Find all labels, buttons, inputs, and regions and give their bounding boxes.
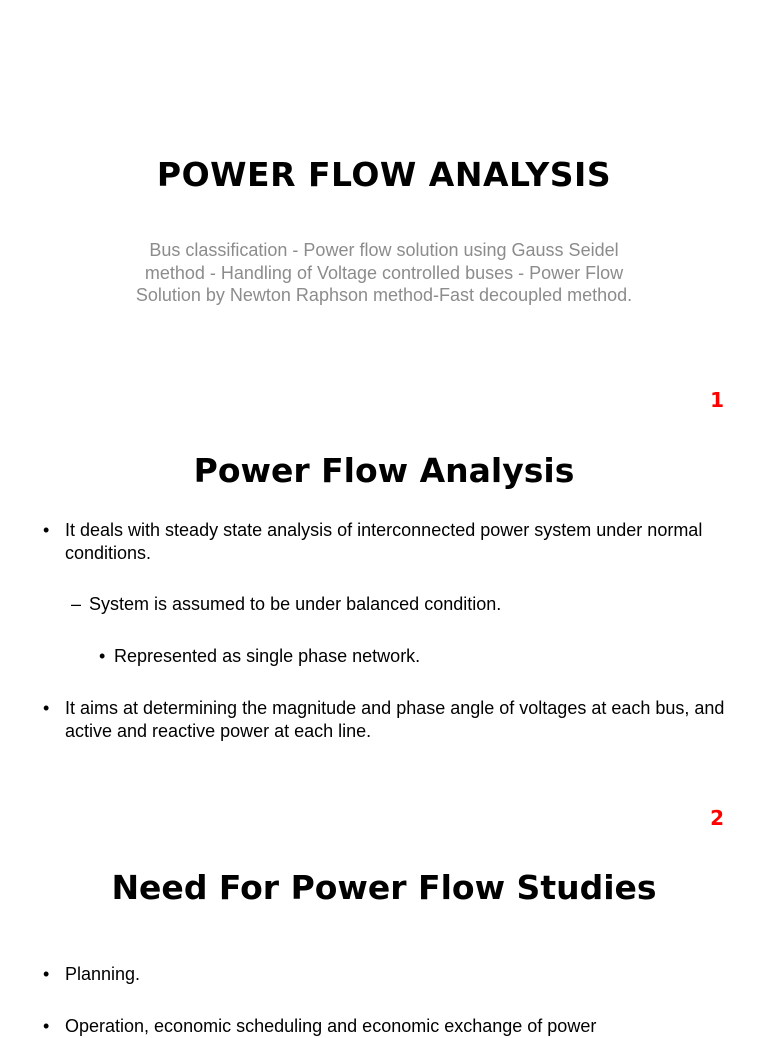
bullet-text: It deals with steady state analysis of interconnected power system under normal conditions. (65, 520, 703, 563)
bullet-item (43, 519, 725, 564)
bullet-text: Operation, economic scheduling and economic exchange of power (65, 1016, 597, 1036)
bullet-marker: • (43, 1016, 50, 1036)
bullet-text: Planning. (65, 964, 141, 984)
dash-marker: – (71, 594, 82, 614)
bullet-marker: • (99, 646, 106, 666)
slide-title: Need For Power Flow Studies (111, 868, 657, 907)
bullet-marker: • (43, 964, 50, 984)
bullet-item (43, 1015, 725, 1038)
slide-title: Power Flow Analysis (193, 451, 575, 490)
subtitle: Bus classification - Power flow solution using Gauss Seidel method - Handling of Voltage controlled buses - Power Flow Solution by Newton Raphson method-Fast decoupled method. (135, 240, 633, 305)
bullet-item (43, 963, 725, 986)
sub-bullet-item (71, 593, 719, 616)
slide-number: 1 (710, 388, 724, 412)
bullet-item (43, 697, 725, 742)
sub-sub-bullet-item (99, 645, 714, 668)
bullet-text: It aims at determining the magnitude and phase angle of voltages at each bus, and active and reactive power at each line. (65, 698, 725, 741)
bullet-text: System is assumed to be under balanced condition. (89, 594, 502, 614)
bullet-marker: • (43, 698, 50, 718)
bullet-marker: • (43, 520, 50, 540)
slide-number: 2 (710, 806, 724, 830)
bullet-text: Represented as single phase network. (114, 646, 421, 666)
main-title: POWER FLOW ANALYSIS (156, 155, 612, 194)
